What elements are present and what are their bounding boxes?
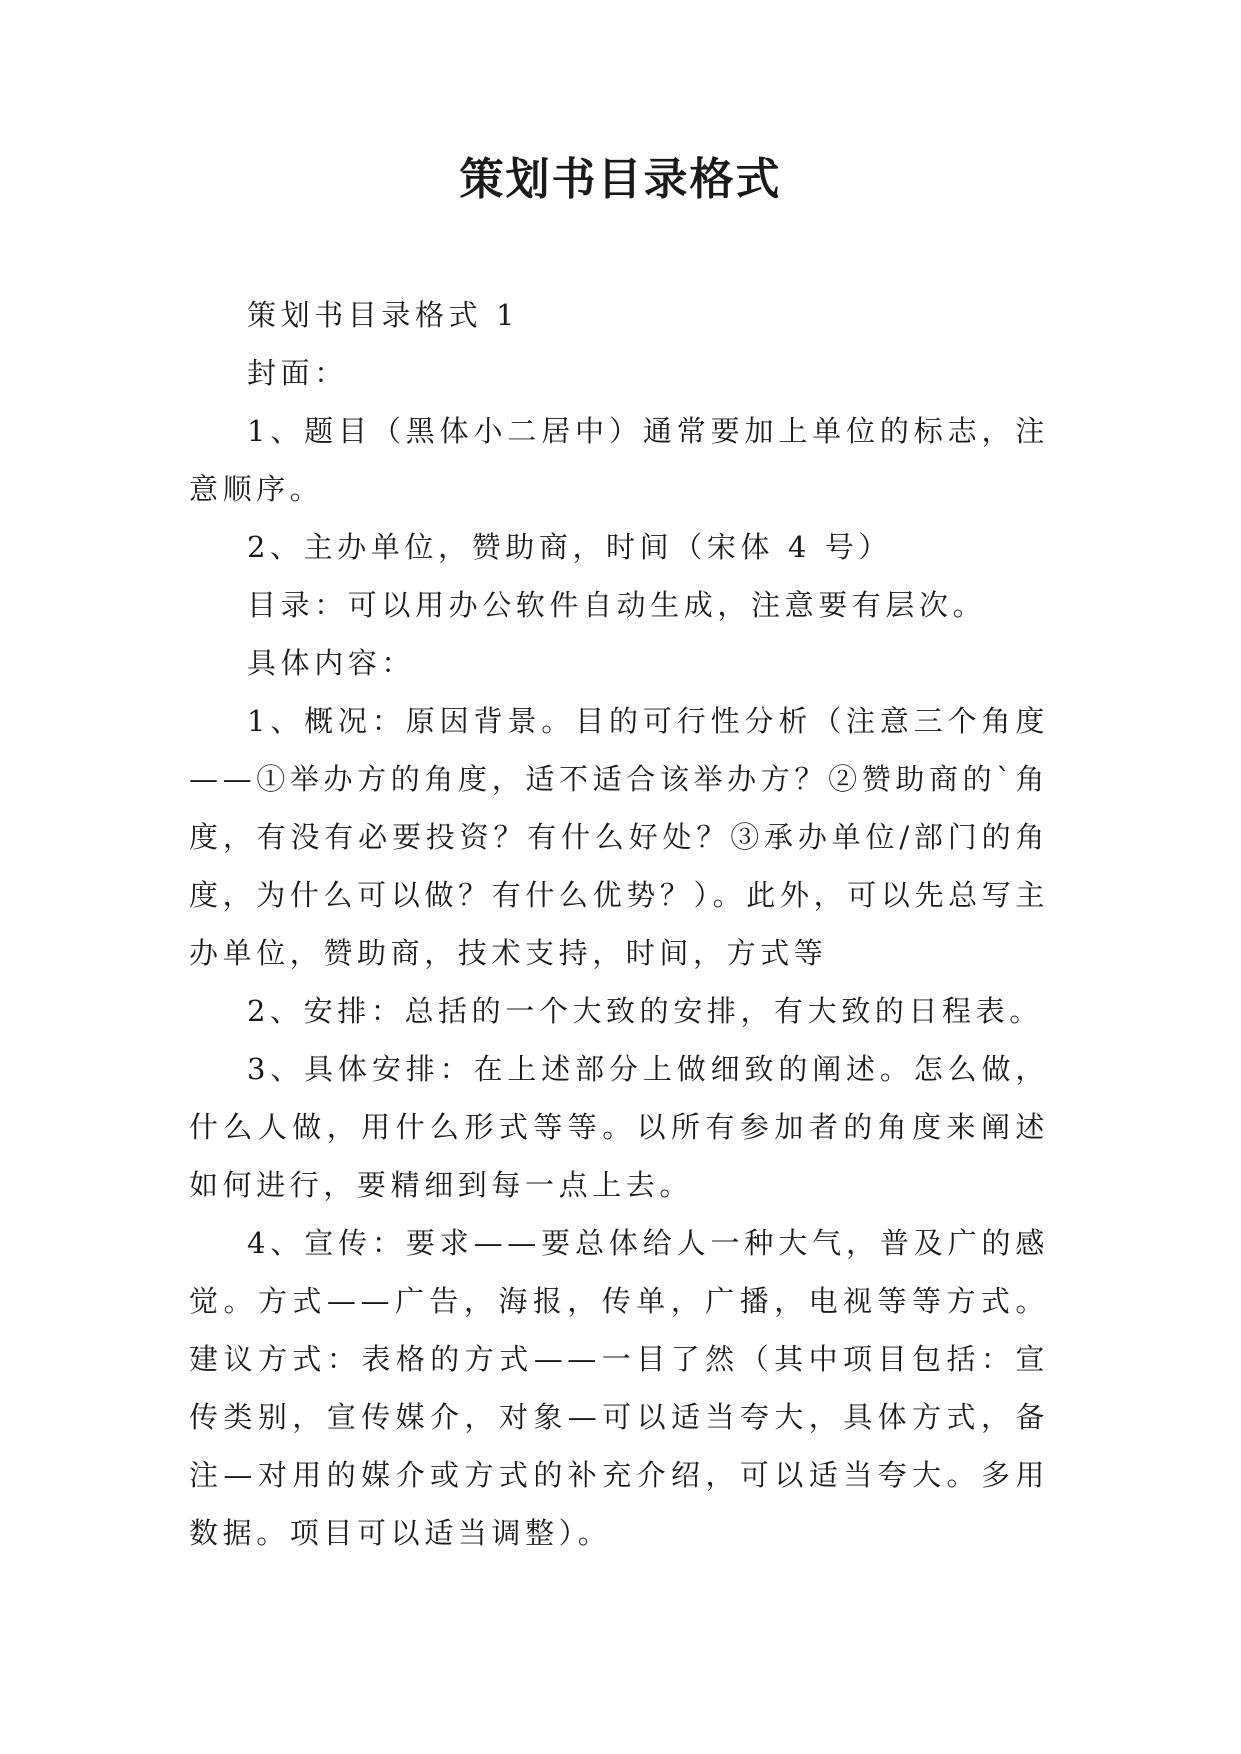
paragraph-overview: 1、概况：原因背景。目的可行性分析（注意三个角度——①举办方的角度，适不适合该举办方？②赞助商的`角度，有没有必要投资？有什么好处？③承办单位/部门的角度，为什么可以做？有什么优势？）。此外，可以先总写主办单位，赞助商，技术支持，时间，方式等 [189,704,1049,970]
paragraph-section-heading: 策划书目录格式 1 [247,298,520,332]
paragraph-cover-item-1: 1、题目（黑体小二居中）通常要加上单位的标志，注意顺序。 [189,414,1049,506]
paragraph-publicity: 4、宣传：要求——要总体给人一种大气，普及广的感觉。方式——广告，海报，传单，广播，电视等等方式。建议方式：表格的方式——一目了然（其中项目包括：宣传类别，宣传媒介，对象—可以适当夸大，具体方式，备注—对用的媒介或方式的补充介绍，可以适当夸大。多用数据。项目可以适当调整）。 [189,1226,1049,1550]
paragraph-cover-label: 封面： [247,356,348,390]
paragraph-detailed-arrangement: 3、具体安排：在上述部分上做细致的阐述。怎么做，什么人做，用什么形式等等。以所有参加者的角度来阐述如何进行，要精细到每一点上去。 [189,1052,1049,1202]
document-body [189,286,1049,1562]
paragraph-toc: 目录：可以用办公软件自动生成，注意要有层次。 [247,588,987,622]
document-title: 策划书目录格式 [459,154,782,205]
paragraph-content-label: 具体内容： [247,646,416,680]
paragraph-arrangement: 2、安排：总括的一个大致的安排，有大致的日程表。 [247,994,1043,1028]
paragraph-cover-item-2: 2、主办单位，赞助商，时间（宋体 4 号） [247,530,892,564]
